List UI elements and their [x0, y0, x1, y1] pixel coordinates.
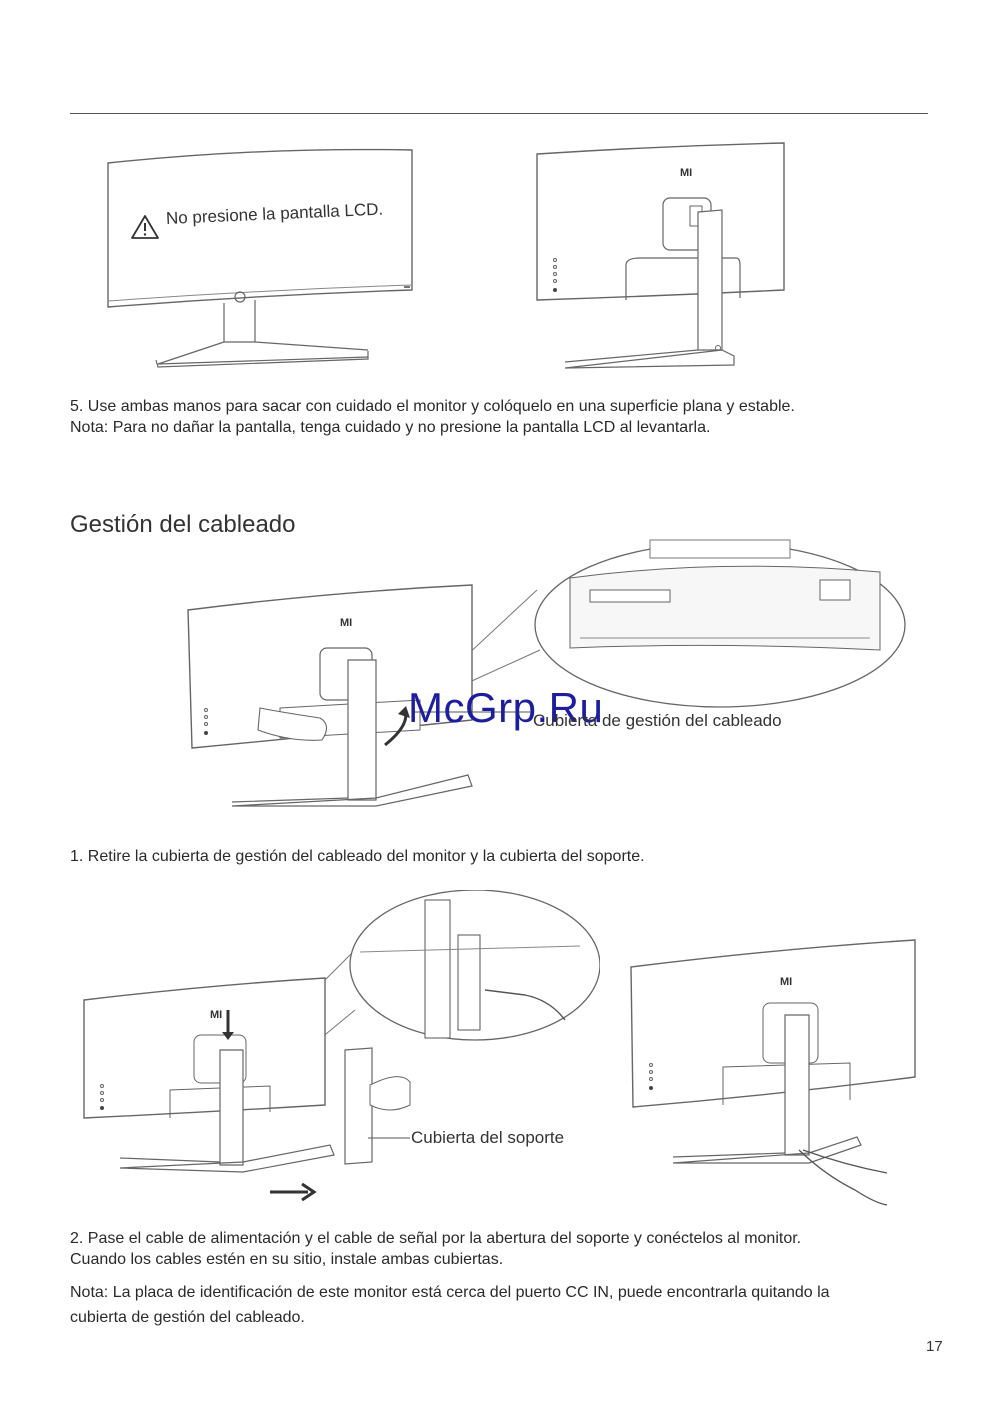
monitor-rear-illustration	[530, 140, 790, 375]
cable-cover-removal-illustration	[180, 530, 910, 810]
warning-text: No presione la pantalla LCD.	[165, 199, 384, 228]
step2-line2: Cuando los cables estén en su sitio, instale ambas cubiertas.	[70, 1251, 504, 1268]
cable-routing-illustration	[80, 890, 600, 1210]
step5-line1: 5. Use ambas manos para sacar con cuidado el monitor y colóquelo en una superficie plana y estable.	[70, 398, 795, 415]
stand-cover-callout: Cubierta del soporte	[411, 1128, 565, 1147]
watermark: McGrp.Ru	[408, 684, 604, 731]
step5-text	[70, 396, 795, 438]
svg-text:MI: MI	[340, 617, 353, 629]
svg-text:MI: MI	[210, 1009, 223, 1021]
assembled-monitor-illustration	[625, 935, 920, 1210]
step1-text: 1. Retire la cubierta de gestión del cableado del monitor y la cubierta del soporte.	[70, 848, 645, 865]
page-number: 17	[926, 1338, 943, 1355]
note-text	[70, 1280, 830, 1330]
step5-line2: Nota: Para no dañar la pantalla, tenga cuidado y no presione la pantalla LCD al levantarla.	[70, 419, 711, 436]
mi-logo: MI	[680, 167, 693, 179]
step2-text	[70, 1228, 801, 1270]
top-divider	[70, 113, 928, 114]
note-line1: Nota: La placa de identificación de este monitor está cerca del puerto CC IN, puede encontrarla quitando la	[70, 1284, 830, 1301]
cable-cover-callout: Cubierta de gestión del cableado	[533, 711, 782, 730]
monitor-front-illustration	[100, 145, 420, 370]
svg-text:MI: MI	[780, 976, 793, 988]
step2-line1: 2. Pase el cable de alimentación y el cable de señal por la abertura del soporte y conéctelos al monitor.	[70, 1230, 802, 1247]
warning-triangle-icon	[130, 214, 160, 240]
note-line2: cubierta de gestión del cableado.	[70, 1309, 305, 1326]
section-title: Gestión del cableado	[70, 511, 296, 538]
